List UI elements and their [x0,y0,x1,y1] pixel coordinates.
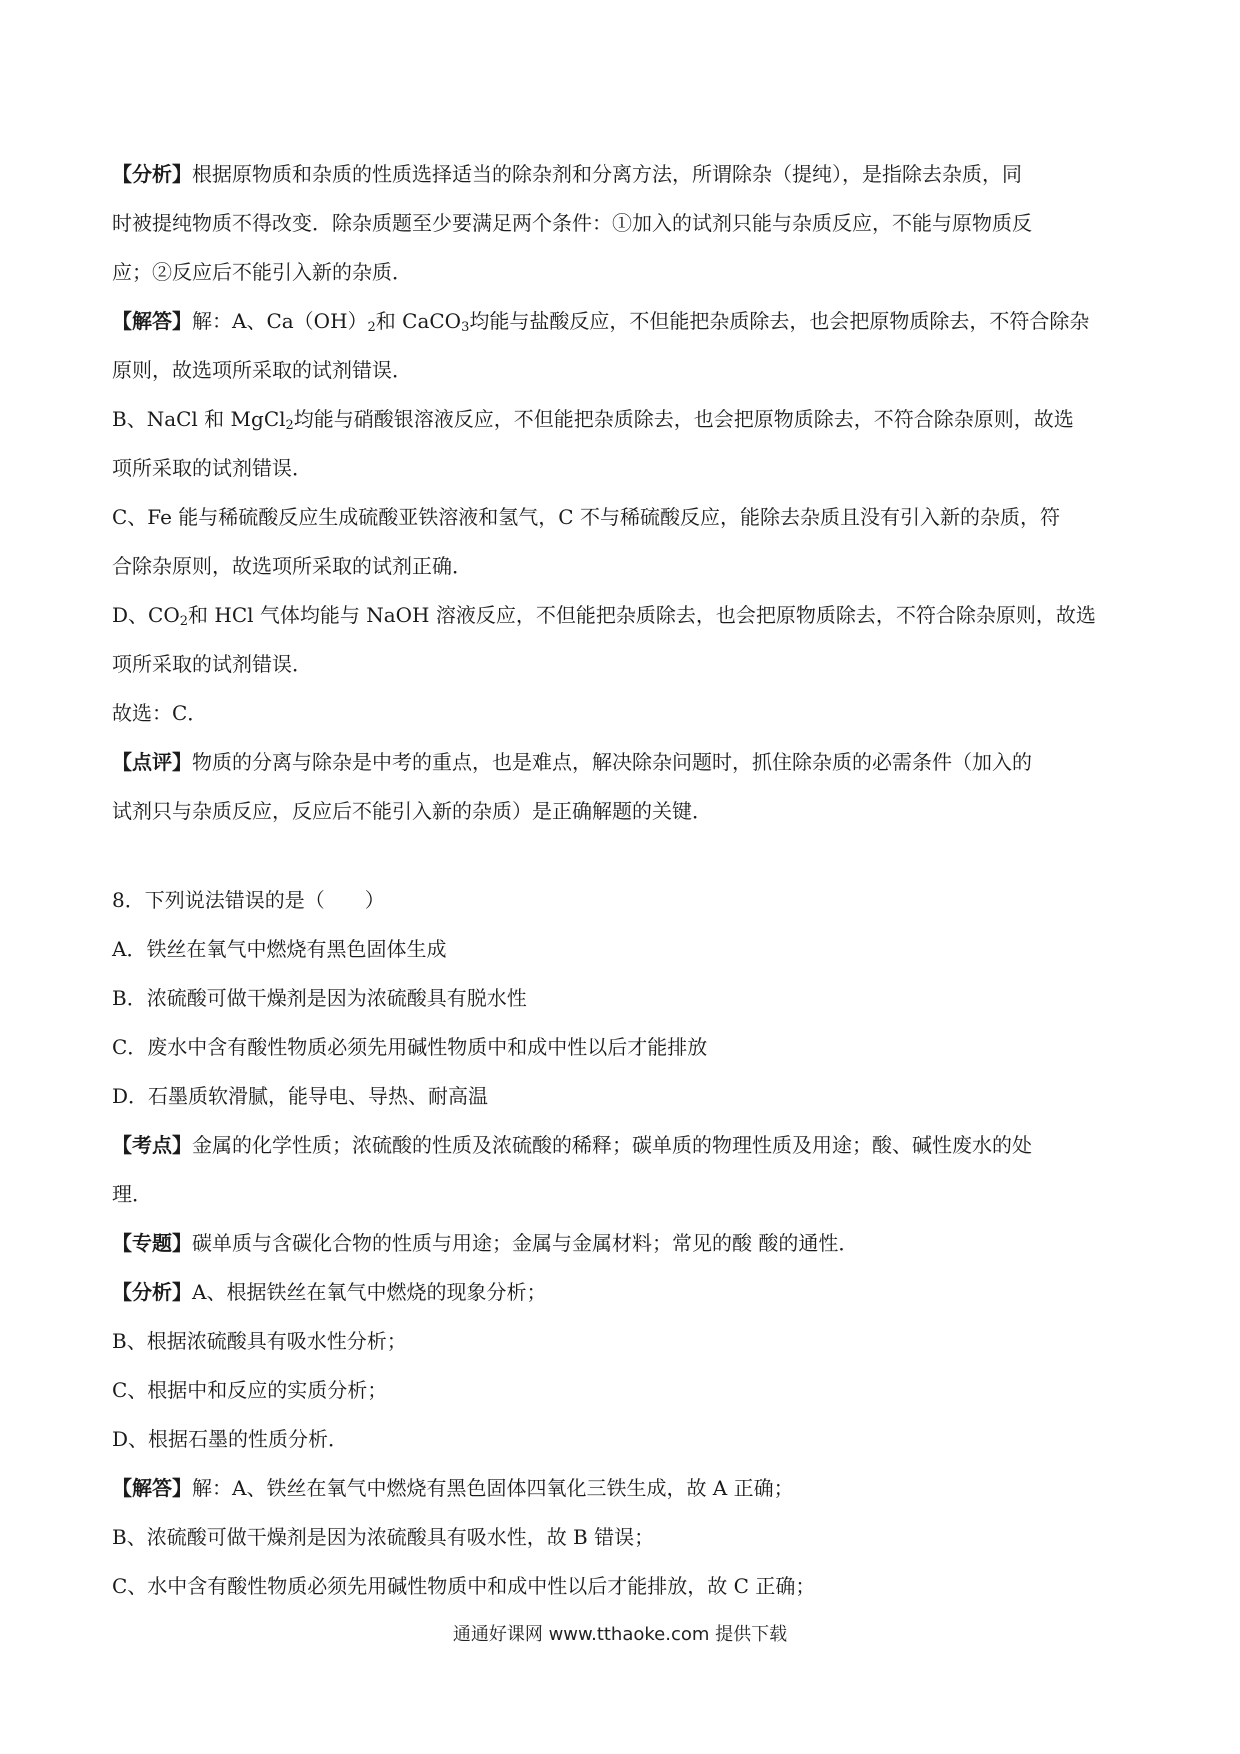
answer-line-8: 项所采取的试剂错误． [112,652,312,676]
jieda-tag: 【解答】 [112,1476,192,1500]
document-body [112,150,1142,1611]
answer-line-5: C、Fe 能与稀硫酸反应生成硫酸亚铁溶液和氢气，C 不与稀硫酸反应，能除去杂质且没有引入新的杂质，符 [112,505,1060,529]
fenxi-line-3: C、根据中和反应的实质分析； [112,1378,388,1402]
fenxi-line-2: B、根据浓硫酸具有吸水性分析； [112,1329,407,1353]
answer-line-1 [112,297,1142,346]
fenxi-line-1 [112,1268,1142,1317]
jieda-line-3: C、水中含有酸性物质必须先用碱性物质中和成中性以后才能排放，故 C 正确； [112,1574,816,1598]
zhuanti-tag: 【专题】 [112,1231,192,1255]
kaodian-line-2: 理． [112,1182,152,1206]
answer-text: B、NaCl 和 MgCl [112,407,286,431]
comment-text: 物质的分离与除杂是中考的重点，也是难点，解决除杂问题时，抓住除杂质的必需条件（加入的 [192,750,1032,774]
question-8-stem: 8．下列说法错误的是（ ） [112,888,385,912]
question-8-option-c: C．废水中含有酸性物质必须先用碱性物质中和成中性以后才能排放 [112,1035,708,1059]
kaodian-text: 金属的化学性质；浓硫酸的性质及浓硫酸的稀释；碳单质的物理性质及用途；酸、碱性废水的处 [192,1133,1032,1157]
zhuanti-line [112,1219,1142,1268]
comment-line-2: 试剂只与杂质反应，反应后不能引入新的杂质）是正确解题的关键． [112,799,712,823]
subscript: 2 [367,320,376,335]
answer-text-c: 均能与盐酸反应，不但能把杂质除去，也会把原物质除去，不符合除杂 [469,309,1090,333]
comment-tag: 【点评】 [112,750,192,774]
answer-line-2: 原则，故选项所采取的试剂错误． [112,358,412,382]
answer-text: 均能与硝酸银溶液反应，不但能把杂质除去，也会把原物质除去，不符合除杂原则，故选 [293,407,1074,431]
analysis-line-1 [112,150,1142,199]
fenxi-tag: 【分析】 [112,1280,192,1304]
fenxi-line-4: D、根据石墨的性质分析． [112,1427,349,1451]
kaodian-line-1 [112,1121,1142,1170]
analysis-tag: 【分析】 [112,162,192,186]
jieda-line-1 [112,1464,1142,1513]
answer-line-7 [112,591,1142,640]
answer-line-3 [112,395,1142,444]
kaodian-tag: 【考点】 [112,1133,192,1157]
answer-line-4: 项所采取的试剂错误． [112,456,312,480]
zhuanti-text: 碳单质与含碳化合物的性质与用途；金属与金属材料；常见的酸 酸的通性． [192,1231,859,1255]
answer-line-9: 故选：C． [112,701,208,725]
answer-tag: 【解答】 [112,309,192,333]
analysis-text: 根据原物质和杂质的性质选择适当的除杂剂和分离方法，所谓除杂（提纯），是指除去杂质，同 [192,162,1022,186]
subscript: 3 [461,320,470,335]
jieda-text: 解：A、铁丝在氧气中燃烧有黑色固体四氧化三铁生成，故 A 正确； [192,1476,794,1500]
jieda-line-2: B、浓硫酸可做干燥剂是因为浓硫酸具有吸水性，故 B 错误； [112,1525,655,1549]
question-8-option-b: B．浓硫酸可做干燥剂是因为浓硫酸具有脱水性 [112,986,527,1010]
analysis-line-3: 应；②反应后不能引入新的杂质． [112,260,412,284]
section-gap [112,836,1142,876]
answer-line-6: 合除杂原则，故选项所采取的试剂正确． [112,554,472,578]
analysis-line-2: 时被提纯物质不得改变．除杂质题至少要满足两个条件：①加入的试剂只能与杂质反应，不能与原物质反 [112,211,1032,235]
question-8-option-d: D．石墨质软滑腻，能导电、导热、耐高温 [112,1084,489,1108]
question-8-option-a: A．铁丝在氧气中燃烧有黑色固体生成 [112,937,447,961]
answer-text-b: 和 CaCO [375,309,462,333]
page-footer: 通通好课网 www.tthaoke.com 提供下载 [452,1624,788,1645]
comment-line-1 [112,738,1142,787]
subscript: 2 [179,614,189,629]
answer-text-a: 解：A、Ca（OH） [192,309,368,333]
fenxi-text: A、根据铁丝在氧气中燃烧的现象分析； [192,1280,547,1304]
subscript: 2 [285,418,294,433]
answer-text: D、CO [112,603,180,627]
answer-text: 和 HCl 气体均能与 NaOH 溶液反应，不但能把杂质除去，也会把原物质除去，不符合除杂原则，故选 [188,603,1096,627]
